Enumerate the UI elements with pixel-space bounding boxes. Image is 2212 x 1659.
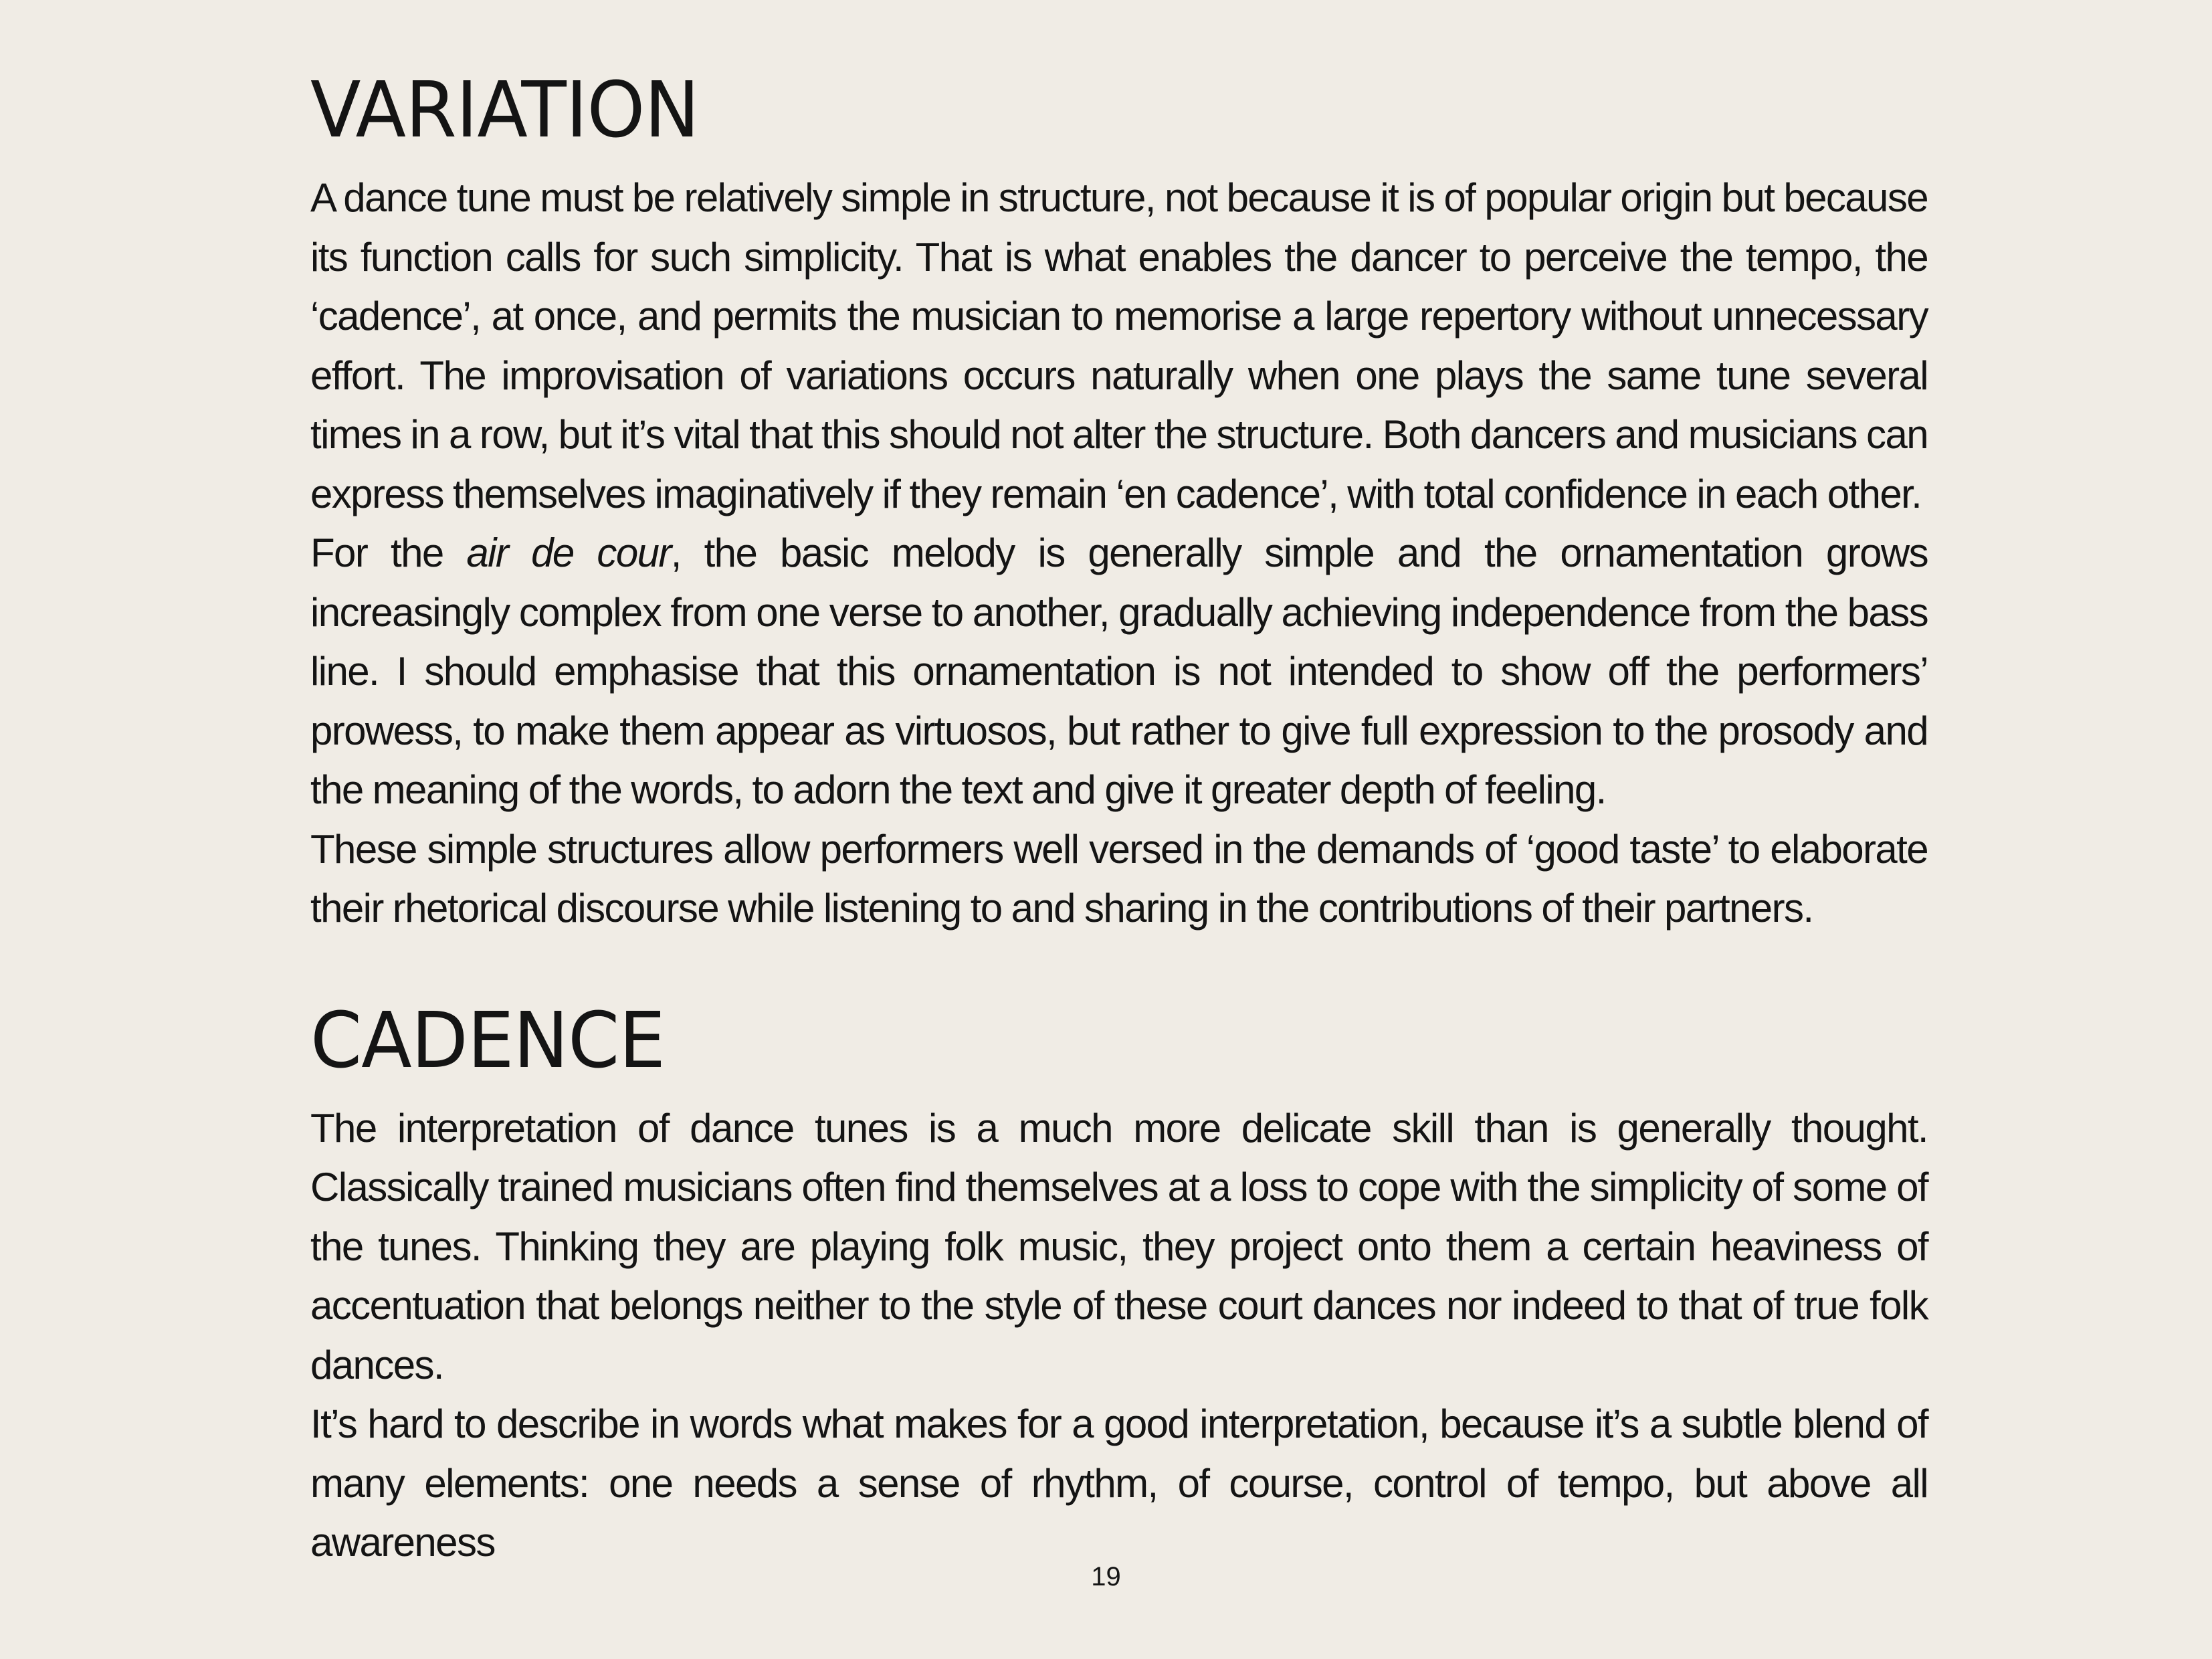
paragraph-text: , the basic melody is generally simple and the ornamentation grows increasingly complex from one verse to another, gradually achieving independence from the bass line. I should emphasise that this ornamentation is not intended to show off the performers’ prowess, to make them appear as virtuosos, but rather to give full expression to the prosody and the meaning of the words, to adorn the text and give it greater depth of feeling. xyxy=(310,530,1928,812)
page-number: 19 xyxy=(1091,1562,1121,1591)
page-content xyxy=(310,67,1928,1573)
italic-term: air de cour xyxy=(466,530,671,575)
paragraph: A dance tune must be relatively simple in structure, not because it is of popular origin but because its function calls for such simplicity. That is what enables the dancer to perceive the tempo, the ‘cadence’, at once, and permits the musician to memorise a large repertory without unnecessary effort. The improvisation of variations occurs naturally when one plays the same tune several times in a row, but it’s vital that this should not alter the structure. Both dancers and musicians can express themselves imaginatively if they remain ‘en cadence’, with total confidence in each other. xyxy=(310,175,1928,516)
section-heading-variation: VARIATION xyxy=(310,66,700,155)
paragraph: The interpretation of dance tunes is a much more delicate skill than is generally thought. Classically trained musicians often find themselves at a loss to cope with the simplicity of some of the tunes. Thinking they are playing folk music, they project onto them a certain heaviness of accentuation that belongs neither to the style of these court dances nor indeed to that of true folk dances. xyxy=(310,1105,1928,1387)
paragraph xyxy=(310,524,1928,820)
paragraph-text: For the xyxy=(310,530,467,575)
paragraph: These simple structures allow performers well versed in the demands of ‘good taste’ to elaborate their rhetorical discourse while listening to and sharing in the contributions of their partners. xyxy=(310,826,1928,931)
paragraph: It’s hard to describe in words what makes for a good interpretation, because it’s a subtle blend of many elements: one needs a sense of rhythm, of course, control of tempo, but above all awareness xyxy=(310,1401,1928,1565)
section-heading-cadence: CADENCE xyxy=(310,995,666,1086)
